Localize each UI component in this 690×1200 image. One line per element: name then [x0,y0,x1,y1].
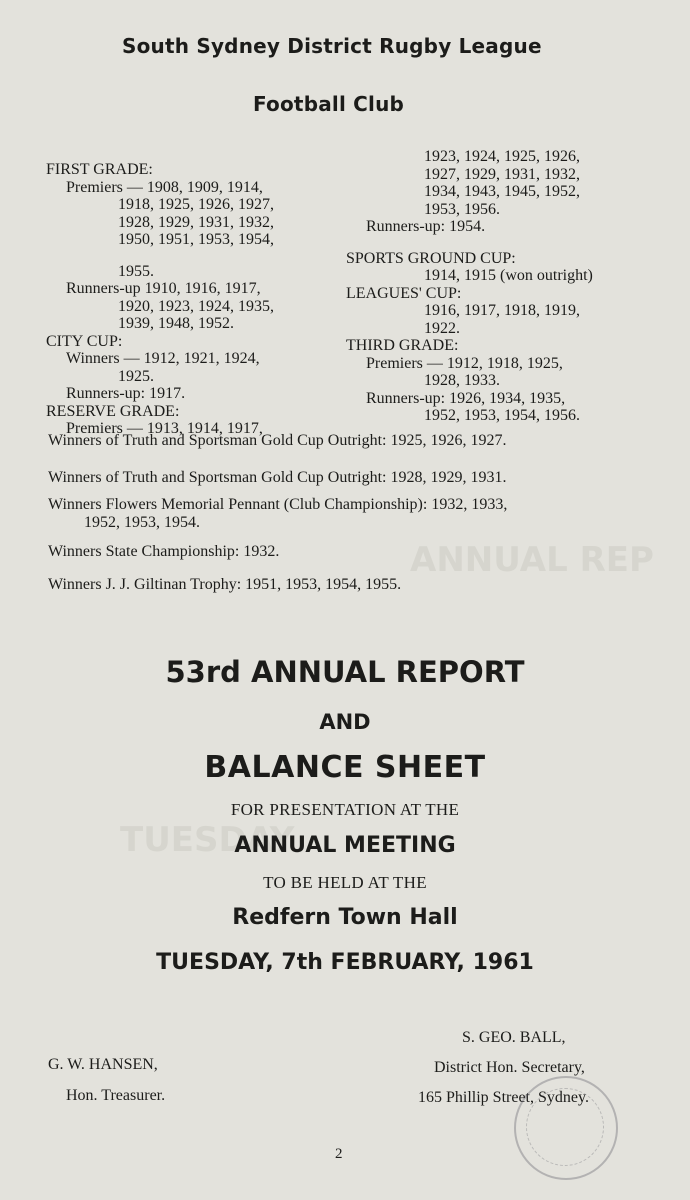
honours-text: Winners Flowers Memorial Pennant (Club Championship): 1932, 1933, [48,496,508,513]
held-at-line: TO BE HELD AT THE [263,873,427,892]
right-honours-column [346,148,593,425]
honours-text: Winners State Championship: 1932. [48,543,280,560]
honours-line: Runners-up: 1917. [66,385,186,402]
honours-line: Runners-up: 1926, 1934, 1935, [366,389,566,407]
section-heading: LEAGUES' CUP: [346,284,462,302]
venue-line: Redfern Town Hall [232,905,458,930]
honours-line: 1927, 1929, 1931, 1932, [424,165,580,183]
report-and: AND [319,710,371,734]
show-through-text: TUESDAY [120,820,295,860]
honours-line: Premiers — 1913, 1914, 1917, [66,420,263,437]
honours-line: 1950, 1951, 1953, 1954, [118,231,274,248]
honours-line: 1925. [118,367,154,385]
honours-line: 1922. [424,319,460,337]
honours-line: 1939, 1948, 1952. [118,315,234,332]
report-title: 53rd ANNUAL REPORT [165,655,525,689]
presentation-line: FOR PRESENTATION AT THE [230,800,460,819]
section-heading: RESERVE GRADE: [46,402,180,420]
honours-paragraph [48,543,648,561]
honours-line: 1953, 1956. [424,200,500,218]
left-honours-column [46,161,274,438]
honours-line: 1955. [118,262,154,280]
honours-line: 1914, 1915 (won outright) [424,267,593,284]
honours-paragraph [48,496,648,532]
honours-paragraph [48,576,648,594]
page-number: 2 [335,1146,343,1162]
secretary-title: District Hon. Secretary, [434,1059,585,1076]
honours-line: 1923, 1924, 1925, 1926, [424,148,580,165]
treasurer-title: Hon. Treasurer. [66,1087,166,1104]
balance-sheet-title: BALANCE SHEET [204,750,486,785]
honours-text: Winners J. J. Giltinan Trophy: 1951, 1953, 1954, 1955. [48,576,402,593]
honours-line: Runners-up 1910, 1916, 1917, [66,280,261,297]
honours-line: Runners-up: 1954. [366,218,486,235]
secretary-name: S. GEO. BALL, [462,1029,566,1046]
honours-line: 1934, 1943, 1945, 1952, [424,183,580,200]
honours-line: Winners — 1912, 1921, 1924, [66,350,260,367]
club-title-line1: South Sydney District Rugby League [122,34,542,58]
honours-line: 1928, 1929, 1931, 1932, [118,213,274,231]
section-heading: THIRD GRADE: [346,337,459,354]
honours-paragraph [48,432,648,450]
annual-meeting-line: ANNUAL MEETING [234,833,456,858]
honours-line: 1920, 1923, 1924, 1935, [118,297,274,315]
honours-text: Winners of Truth and Sportsman Gold Cup Outright: 1925, 1926, 1927. [48,432,507,449]
honours-paragraph [48,469,648,487]
honours-line: Premiers — 1912, 1918, 1925, [366,354,563,372]
treasurer-name: G. W. HANSEN, [48,1056,158,1073]
section-heading: SPORTS GROUND CUP: [346,249,516,267]
honours-line: 1918, 1925, 1926, 1927, [118,196,274,213]
show-through-text: ANNUAL REP [410,540,654,580]
meeting-date: TUESDAY, 7th FEBRUARY, 1961 [156,950,534,975]
library-stamp [514,1076,618,1180]
secretary-address: 165 Phillip Street, Sydney. [418,1089,589,1106]
honours-text: Winners of Truth and Sportsman Gold Cup Outright: 1928, 1929, 1931. [48,469,507,486]
section-heading: CITY CUP: [46,332,123,350]
section-heading: FIRST GRADE: [46,161,153,178]
honours-line: 1916, 1917, 1918, 1919, [424,302,580,319]
club-title-line2: Football Club [253,92,405,116]
honours-line: 1952, 1953, 1954, 1956. [424,407,580,424]
honours-line: Premiers — 1908, 1909, 1914, [66,178,263,196]
honours-line: 1928, 1933. [424,372,500,389]
honours-text: 1952, 1953, 1954. [84,514,200,531]
